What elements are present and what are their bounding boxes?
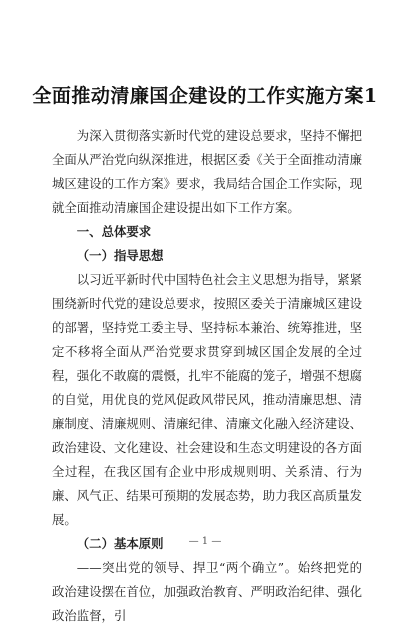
document-title: 全面推动清廉国企建设的工作实施方案1 <box>32 85 378 107</box>
basic-principles-paragraph: ——突出党的领导、捍卫“两个确立”。始终把党的政治建设摆在首位，加强政治教育、严明政治纪律、强化政治监督，引 <box>52 560 362 623</box>
section-heading-general-requirements: 一、总体要求 <box>76 224 152 239</box>
intro-paragraph: 为深入贯彻落实新时代党的建设总要求，坚持不懈把全面从严治党向纵深推进，根据区委《关于全面推动清廉城区建设的工作方案》要求，我局结合国企工作实际，现就全面推动清廉国企建设提出如下工作方案。 <box>52 128 362 215</box>
document-body <box>52 124 362 628</box>
guiding-ideology-paragraph: 以习近平新时代中国特色社会主义思想为指导，紧紧围绕新时代党的建设总要求，按照区委关于清廉城区建设的部署，坚持党工委主导、坚持标本兼治、统筹推进，坚定不移将全面从严治党要求贯穿到城区国企发展的全过程，强化不敢腐的震慑，扎牢不能腐的笼子，增强不想腐的自觉，用优良的党风促政风带民风，推动清廉思想、清廉制度、清廉规则、清廉纪律、清廉文化融入经济建设、政治建设、文化建设、社会建设和生态文明建设的各方面全过程，在我区国有企业中形成规则明、关系清、行为廉、风气正、结果可预期的发展态势，助力我区高质量发展。 <box>52 272 362 527</box>
subsection-heading-guiding-ideology: （一）指导思想 <box>76 248 164 263</box>
page-number: — 1 — <box>188 536 222 547</box>
subsection-heading-basic-principles: （二）基本原则 <box>76 536 164 551</box>
